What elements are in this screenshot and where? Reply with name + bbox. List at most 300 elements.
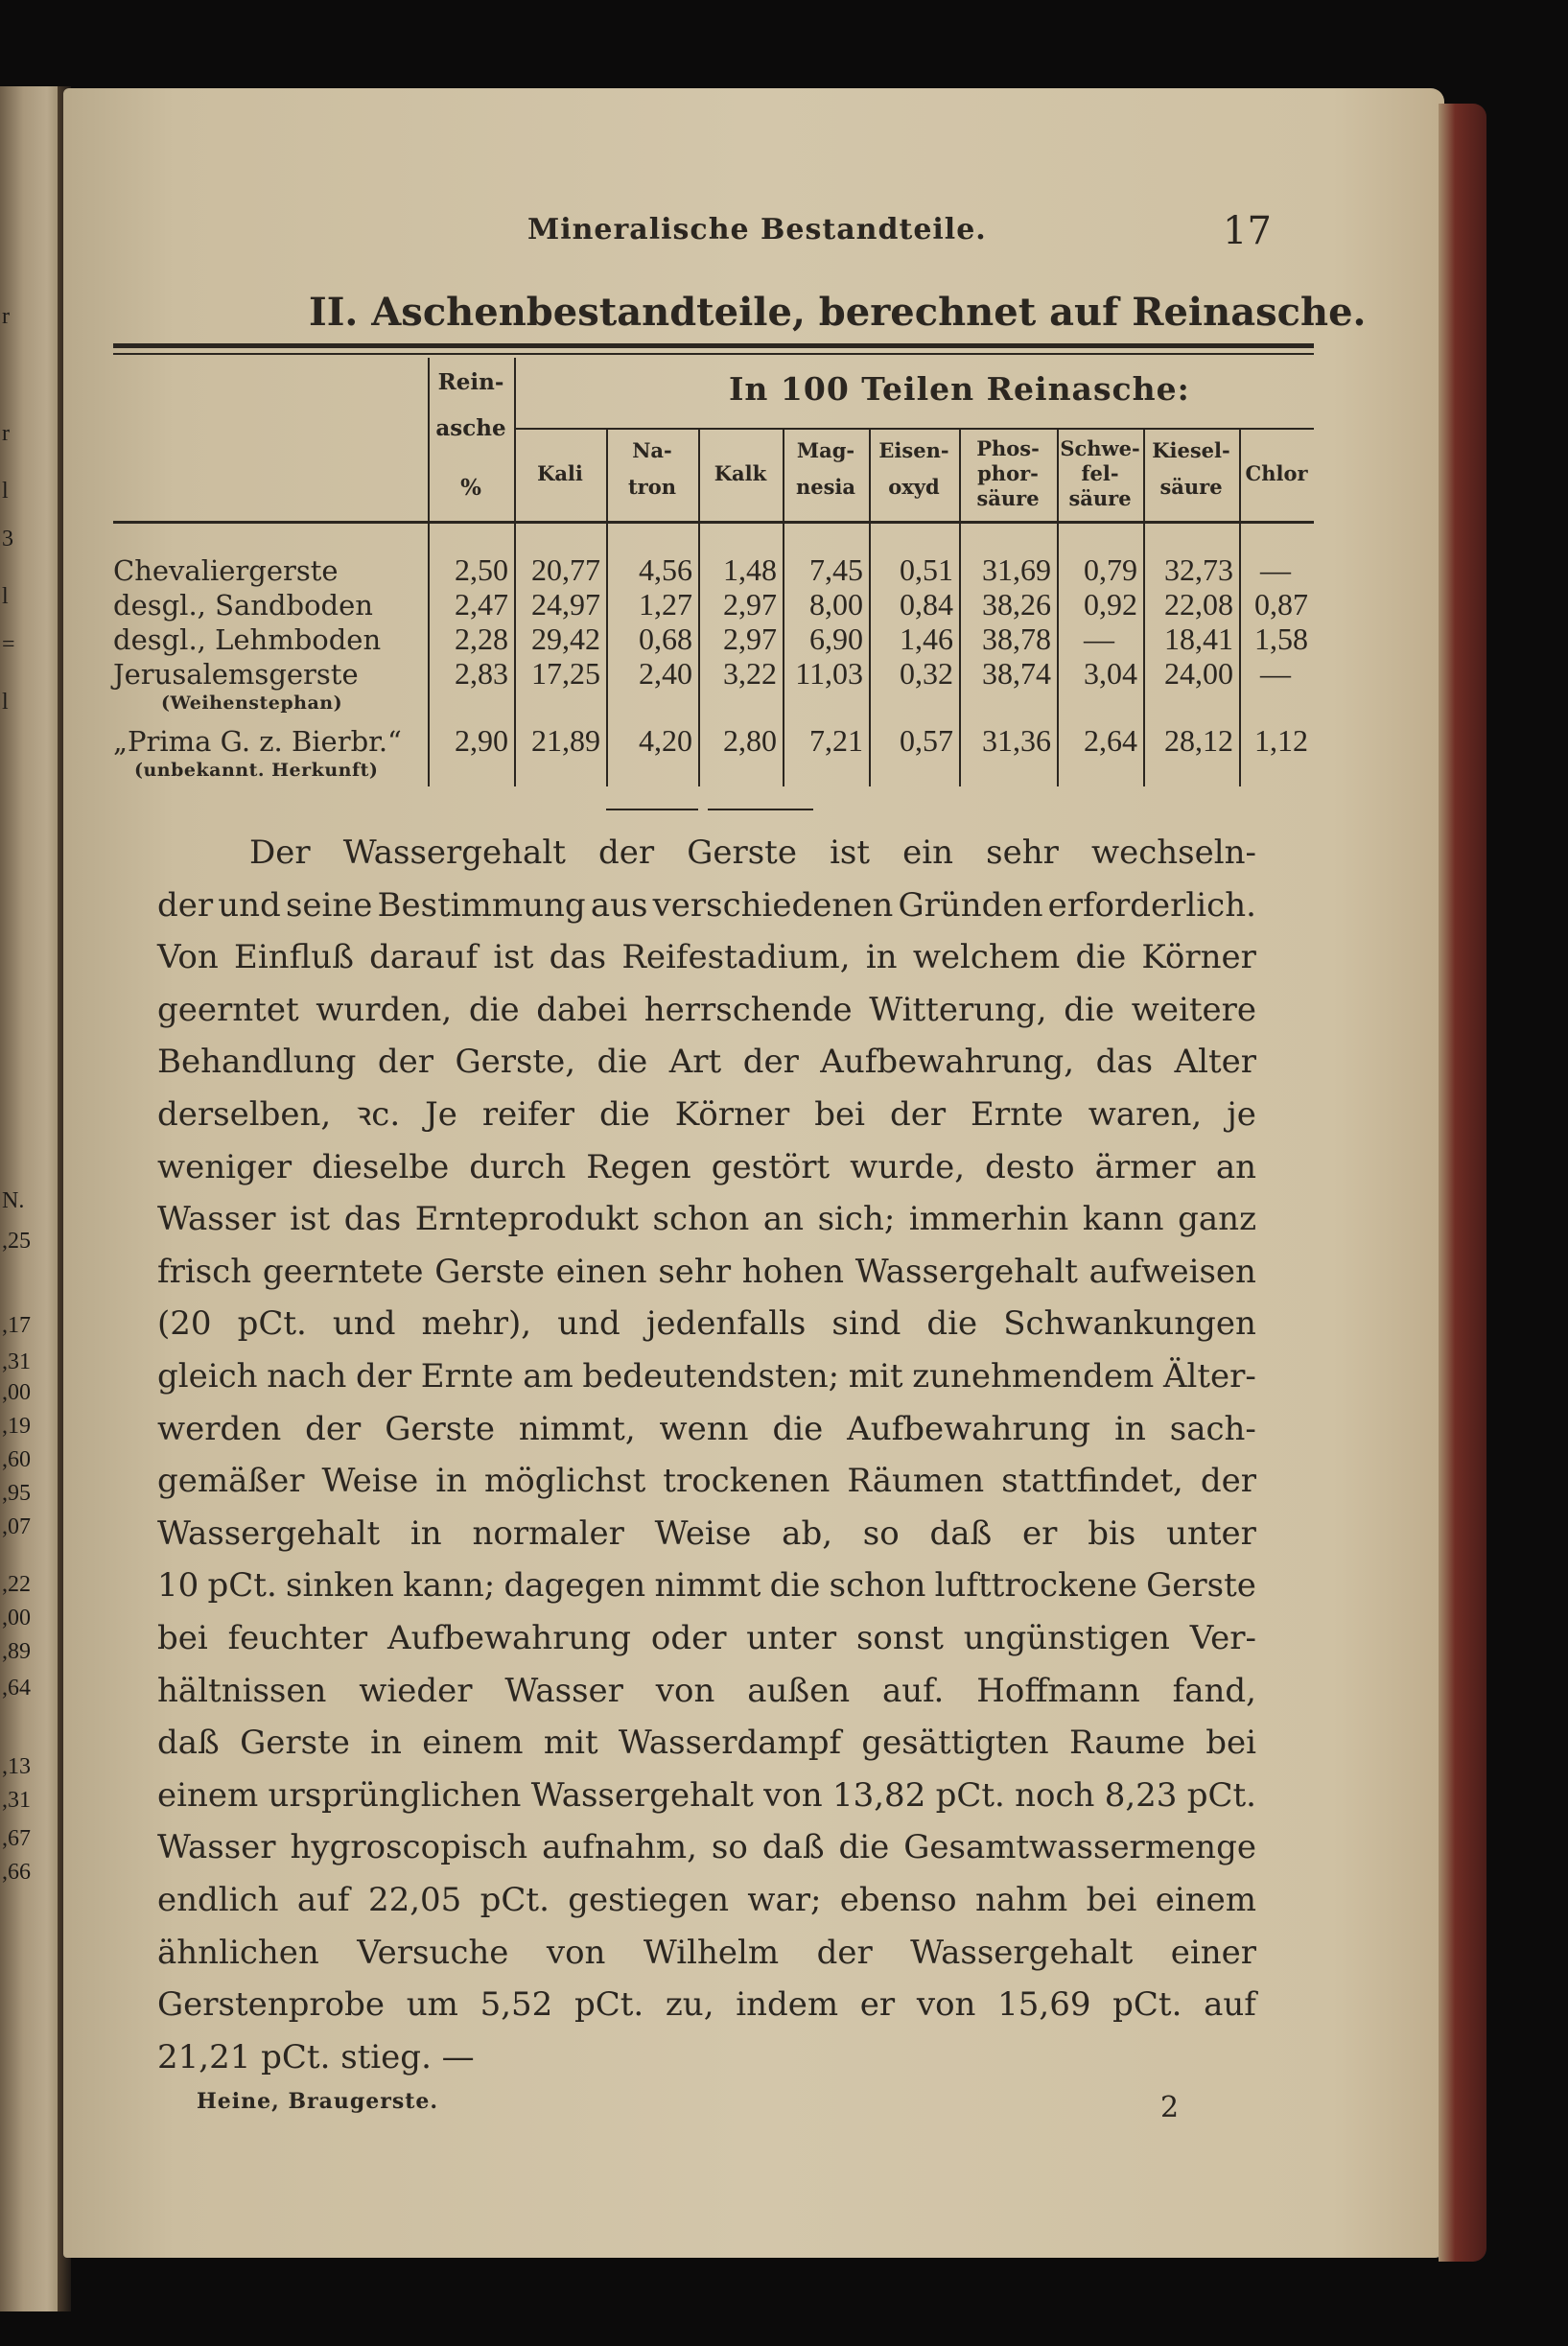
word: wurden, (316, 990, 453, 1029)
table-cell: 2,97 (723, 622, 777, 656)
margin-fragment: ,66 (2, 1860, 31, 1885)
word: darauf (369, 938, 479, 977)
word: sehr (658, 1252, 732, 1291)
word: Wassergehalt (910, 1933, 1134, 1972)
word: der (597, 833, 655, 872)
word: von (916, 1985, 976, 2025)
word: mit (848, 1357, 903, 1396)
word: werden (157, 1409, 282, 1448)
word: bis (1088, 1513, 1136, 1553)
column-divider (514, 358, 516, 786)
table-cell: 4,56 (639, 552, 692, 587)
word: ist (830, 833, 871, 872)
footer-signature: Heine, Braugerste. (197, 2089, 439, 2114)
word: pCt. (480, 1881, 550, 1919)
word: mehr), (421, 1304, 532, 1344)
word: bei (1086, 1881, 1137, 1919)
word: pCt. (207, 1566, 277, 1606)
word: reifer (481, 1095, 575, 1134)
word: geerntete (262, 1252, 424, 1291)
table-cell: 18,41 (1164, 622, 1233, 656)
table-cell: 7,45 (809, 552, 863, 587)
table-cell: 0,57 (900, 723, 953, 758)
word: gemäßer (157, 1462, 305, 1501)
word: der (889, 1095, 947, 1134)
word: pCt. (935, 1775, 1005, 1815)
margin-fragment: ,31 (2, 1349, 31, 1374)
table-cell: 31,69 (982, 552, 1051, 587)
separator-rule (708, 809, 813, 810)
word: die (926, 1304, 978, 1344)
word: pCt. (1186, 1775, 1256, 1815)
margin-fragment: N. (2, 1188, 25, 1213)
table-cell: 38,74 (982, 656, 1051, 691)
table-cell: 1,12 (1254, 723, 1308, 758)
word: frisch (157, 1252, 252, 1291)
word: Körner (674, 1095, 790, 1134)
margin-fragment: ,95 (2, 1481, 31, 1506)
word: gleich (157, 1357, 258, 1396)
word: außen (747, 1671, 851, 1710)
header-reinasche: Rein- (437, 369, 504, 395)
body-text-line (157, 1357, 1256, 1396)
table-cell: — (1260, 552, 1291, 587)
table-cell: 2,80 (723, 723, 777, 758)
word: Gerstenprobe (157, 1985, 386, 2025)
word: aufnahm, (542, 1828, 697, 1867)
word: Wassergehalt (157, 1513, 381, 1553)
margin-fragment: l (2, 584, 9, 609)
body-text-line (157, 938, 1256, 977)
word: 5,52 (480, 1985, 553, 2025)
word: Ernte (420, 1357, 514, 1396)
word: nach (267, 1357, 347, 1396)
word: welchem (912, 938, 1061, 977)
word: Gerste (240, 1724, 350, 1763)
margin-fragment: = (2, 632, 15, 657)
word: das (549, 938, 607, 977)
word: Behandlung (157, 1043, 357, 1082)
word: Gerste, (455, 1043, 576, 1082)
margin-fragment: ,22 (2, 1572, 31, 1597)
table-cell: 3,04 (1084, 656, 1137, 691)
word: gestört (711, 1147, 831, 1186)
word: seine (285, 885, 373, 925)
word: waren, (1088, 1095, 1203, 1134)
margin-fragment: ,67 (2, 1826, 31, 1851)
word: bei (814, 1095, 865, 1134)
margin-fragment: r (2, 304, 10, 329)
word: Gesamtwassermenge (903, 1828, 1256, 1867)
word: und (557, 1304, 620, 1344)
word: schon (829, 1566, 926, 1606)
word: wieder (359, 1671, 473, 1710)
word: sich; (817, 1200, 896, 1239)
word: trockenen (663, 1462, 831, 1501)
body-text-line (157, 1095, 1256, 1134)
word: in (410, 1513, 442, 1553)
word: Raume (1068, 1724, 1185, 1763)
table-cell: 1,27 (639, 587, 692, 622)
word: die (1064, 990, 1115, 1029)
word: feuchter (227, 1619, 368, 1657)
body-text-line (157, 1933, 1256, 1972)
table-cell: — (1260, 656, 1291, 691)
column-header: oxyd (888, 475, 940, 499)
margin-fragment: l (2, 479, 9, 504)
word: daß (929, 1513, 993, 1553)
word: Reifestadium, (621, 938, 851, 977)
word: Gründen (898, 885, 1043, 925)
word: hältnissen (157, 1671, 327, 1710)
word: Räumen (847, 1462, 985, 1501)
word: verschiedenen (652, 885, 894, 925)
table-cell: 0,68 (639, 622, 692, 656)
word: einen (555, 1252, 647, 1291)
table-cell: 2,47 (455, 587, 508, 622)
word: Ver- (1189, 1619, 1256, 1657)
group-header-rule (514, 428, 1314, 430)
word: ärmer (1094, 1147, 1196, 1186)
word: Wassergehalt (854, 1252, 1078, 1291)
column-header: säure (976, 486, 1040, 510)
row-label: Chevaliergerste (113, 554, 339, 587)
word: indem (736, 1985, 839, 2025)
word: ein (902, 833, 954, 872)
word: zunehmendem (912, 1357, 1155, 1396)
word: der (742, 1043, 799, 1082)
row-label: Jerusalemsgerste (113, 658, 359, 691)
word: pCt. (1112, 1985, 1182, 2025)
word: sach- (1169, 1409, 1256, 1448)
word: daß (761, 1828, 825, 1867)
word: Wassergehalt (530, 1775, 754, 1815)
word: das (343, 1200, 402, 1239)
word: dieselbe (312, 1147, 450, 1186)
word: Gerste (385, 1409, 495, 1448)
group-header: In 100 Teilen Reinasche: (729, 370, 1190, 408)
word: Einfluß (234, 938, 354, 977)
word: mit (543, 1724, 598, 1763)
table-cell: 20,77 (531, 552, 600, 587)
separator-rule (606, 809, 698, 810)
word: weniger (157, 1147, 293, 1186)
word: ähnlichen (157, 1933, 319, 1972)
word: er (1022, 1513, 1058, 1553)
margin-fragment: ,89 (2, 1639, 31, 1664)
word: das (1095, 1043, 1154, 1082)
table-cell: 24,97 (531, 587, 600, 622)
word: wechseln- (1090, 833, 1256, 872)
word: ꝛc. (356, 1095, 401, 1134)
table-cell: 3,22 (723, 656, 777, 691)
word: die (599, 1095, 650, 1134)
word: unter (1166, 1513, 1256, 1553)
word: auf. (881, 1671, 945, 1710)
word: die (838, 1828, 890, 1867)
word: Ernteprodukt (414, 1200, 639, 1239)
word: ist (290, 1200, 331, 1239)
table-cell: 4,20 (639, 723, 692, 758)
word: Von (157, 938, 219, 977)
word: Wilhelm (643, 1933, 780, 1972)
table-cell: 29,42 (531, 622, 600, 656)
word: möglichst (484, 1462, 646, 1501)
table-cell: 6,90 (809, 622, 863, 656)
book-cover-edge (1439, 104, 1486, 2262)
margin-fragment: ,17 (2, 1313, 31, 1338)
word: pCt. (573, 1985, 644, 2025)
table-cell: 38,78 (982, 622, 1051, 656)
body-text-line (249, 833, 1256, 872)
body-text-line (157, 1252, 1256, 1291)
word: fand, (1172, 1671, 1256, 1710)
word: auf (1204, 1985, 1256, 2025)
word: ist (493, 938, 534, 977)
row-label: „Prima G. z. Bierbr.“ (113, 725, 402, 758)
word: hohen (741, 1252, 845, 1291)
table-cell: 2,28 (455, 622, 508, 656)
word: Bestimmung (377, 885, 586, 925)
word: jedenfalls (645, 1304, 807, 1344)
table-cell: 17,25 (531, 656, 600, 691)
body-text-line (157, 1304, 1256, 1344)
column-header: säure (1068, 486, 1132, 510)
word: ganz (1178, 1200, 1256, 1239)
table-cell: 2,90 (455, 723, 508, 758)
word: ursprünglichen (268, 1775, 522, 1815)
word: von (655, 1671, 715, 1710)
row-label: desgl., Lehmboden (113, 623, 382, 656)
column-header: nesia (795, 475, 856, 499)
table-cell: 22,08 (1164, 587, 1233, 622)
body-text-line: 21,21 pCt. stieg. — (157, 2037, 475, 2076)
table-cell: 31,36 (982, 723, 1051, 758)
word: 13,82 (831, 1775, 926, 1815)
word: in (370, 1724, 402, 1763)
margin-fragment: ,07 (2, 1514, 31, 1539)
word: wenn (659, 1409, 749, 1448)
word: auf (296, 1881, 350, 1919)
word: einer (1170, 1933, 1256, 1972)
word: pCt. (237, 1304, 307, 1344)
word: von (546, 1933, 606, 1972)
table-cell: 0,92 (1084, 587, 1137, 622)
word: schon (652, 1200, 750, 1239)
column-header: Kalk (714, 461, 767, 485)
word: Aufbewahrung (847, 1409, 1091, 1448)
body-text-line (157, 990, 1256, 1029)
word: Art (668, 1043, 722, 1082)
word: 15,69 (997, 1985, 1091, 2025)
word: der (1200, 1462, 1256, 1501)
table-cell: 8,00 (809, 587, 863, 622)
word: nimmt, (518, 1409, 636, 1448)
word: Der (249, 833, 311, 872)
word: Wassergehalt (342, 833, 566, 872)
word: noch (1015, 1775, 1095, 1815)
word: sinken (286, 1566, 394, 1606)
word: kann; (403, 1566, 496, 1606)
word: dabei (536, 990, 628, 1029)
table-header-rule (113, 521, 1314, 524)
word: herrschende (644, 990, 853, 1029)
word: Versuche (357, 1933, 509, 1972)
word: 10 (157, 1566, 199, 1606)
word: bei (1205, 1724, 1256, 1763)
word: (20 (157, 1304, 212, 1344)
word: daß (157, 1724, 220, 1763)
page-number: 17 (1223, 209, 1272, 253)
body-text-line (157, 885, 1256, 925)
word: ebenso (839, 1881, 957, 1919)
word: Witterung, (869, 990, 1047, 1029)
body-text-line (157, 1671, 1256, 1710)
table-top-rule-thin (113, 353, 1314, 355)
word: ungünstigen (963, 1619, 1170, 1657)
word: er (859, 1985, 896, 2025)
running-head: Mineralische Bestandteile. (527, 213, 987, 246)
word: und (332, 1304, 396, 1344)
word: endlich (157, 1881, 279, 1919)
word: Gerste (434, 1252, 546, 1291)
column-header: Phos- (976, 436, 1040, 460)
word: Aufbewahrung (387, 1619, 632, 1657)
word: Wasserdampf (618, 1724, 842, 1763)
word: unter (746, 1619, 837, 1657)
word: der (356, 1357, 412, 1396)
word: die (772, 1409, 824, 1448)
word: sonst (855, 1619, 944, 1657)
margin-fragment: l (2, 690, 9, 715)
body-text-line (157, 1462, 1256, 1501)
word: an (762, 1200, 805, 1239)
body-text-line (157, 1200, 1256, 1239)
table-top-rule (113, 343, 1314, 348)
table-cell: 0,32 (900, 656, 953, 691)
word: Alter (1174, 1043, 1256, 1082)
word: nahm (974, 1881, 1068, 1919)
table-cell: 24,00 (1164, 656, 1233, 691)
margin-fragment: ,31 (2, 1788, 31, 1813)
margin-fragment: ,25 (2, 1229, 31, 1254)
word: die (1075, 938, 1127, 977)
word: in (1114, 1409, 1146, 1448)
table-cell: 2,50 (455, 552, 508, 587)
word: Gerste (687, 833, 797, 872)
word: so (711, 1828, 748, 1867)
margin-fragment: ,19 (2, 1414, 31, 1439)
table-cell: — (1084, 622, 1114, 656)
word: und (218, 885, 281, 925)
word: sind (831, 1304, 901, 1344)
word: kann (1082, 1200, 1164, 1239)
word: Wasser (157, 1200, 276, 1239)
word: oder (650, 1619, 727, 1657)
column-header: Schwe- (1060, 436, 1140, 460)
word: die (468, 990, 520, 1029)
margin-fragment: 3 (2, 527, 13, 551)
body-text-line (157, 1409, 1256, 1448)
row-sublabel: (unbekannt. Herkunft) (134, 760, 379, 781)
margin-fragment: ,60 (2, 1447, 31, 1472)
word: bei (157, 1619, 208, 1657)
table-cell: 1,58 (1254, 622, 1308, 656)
table-cell: 32,73 (1164, 552, 1233, 587)
word: Schwankungen (1003, 1304, 1256, 1344)
column-header: Eisen- (878, 438, 949, 462)
word: Ernte (971, 1095, 1064, 1134)
column-header: Kali (537, 461, 583, 485)
word: desto (985, 1147, 1075, 1186)
margin-fragment: ,00 (2, 1606, 31, 1630)
word: durch (469, 1147, 567, 1186)
table-title: II. Aschenbestandteile, berechnet auf Reinasche. (309, 290, 1367, 335)
column-header: tron (627, 475, 677, 499)
header-reinasche: % (460, 475, 481, 501)
table-cell: 1,46 (900, 622, 953, 656)
table-cell: 2,83 (455, 656, 508, 691)
word: erforderlich. (1047, 885, 1256, 925)
table-cell: 0,79 (1084, 552, 1137, 587)
word: Weise (654, 1513, 752, 1553)
word: Körner (1141, 938, 1256, 977)
word: bedeutendsten; (582, 1357, 840, 1396)
word: einem (157, 1775, 259, 1815)
table-cell: 2,64 (1084, 723, 1137, 758)
word: aufweisen (1088, 1252, 1256, 1291)
column-header: Mag- (796, 438, 855, 462)
word: war; (747, 1881, 822, 1919)
word: stattfindet, (1001, 1462, 1183, 1501)
word: nimmt (654, 1566, 761, 1606)
margin-fragment: r (2, 421, 10, 446)
table-cell: 7,21 (809, 723, 863, 758)
word: gesättigten (861, 1724, 1049, 1763)
sheet-number: 2 (1160, 2091, 1180, 2124)
word: von (763, 1775, 823, 1815)
word: einem (1155, 1881, 1256, 1919)
table-cell: 2,40 (639, 656, 692, 691)
word: immerhin (908, 1200, 1069, 1239)
table-cell: 0,51 (900, 552, 953, 587)
table-cell: 28,12 (1164, 723, 1233, 758)
word: in (865, 938, 898, 977)
word: am (523, 1357, 573, 1396)
word: Aufbewahrung, (820, 1043, 1075, 1082)
table-cell: 21,89 (531, 723, 600, 758)
column-header: Na- (632, 438, 672, 462)
margin-fragment: ,00 (2, 1380, 31, 1405)
table-cell: 11,03 (795, 656, 863, 691)
word: je (1227, 1095, 1256, 1134)
body-text-line (157, 1147, 1256, 1186)
table-cell: 2,97 (723, 587, 777, 622)
word: Wasser (504, 1671, 623, 1710)
word: der (157, 885, 214, 925)
word: der (305, 1409, 362, 1448)
column-header: Kiesel- (1152, 438, 1230, 462)
word: wurde, (850, 1147, 966, 1186)
header-reinasche: asche (435, 415, 506, 441)
word: 22,05 (367, 1881, 462, 1919)
margin-fragment: ,64 (2, 1676, 31, 1701)
body-text-line (157, 1043, 1256, 1082)
word: Älter- (1162, 1357, 1256, 1396)
word: aus (590, 885, 648, 925)
body-text-line (157, 1724, 1256, 1763)
row-label: desgl., Sandboden (113, 589, 373, 622)
